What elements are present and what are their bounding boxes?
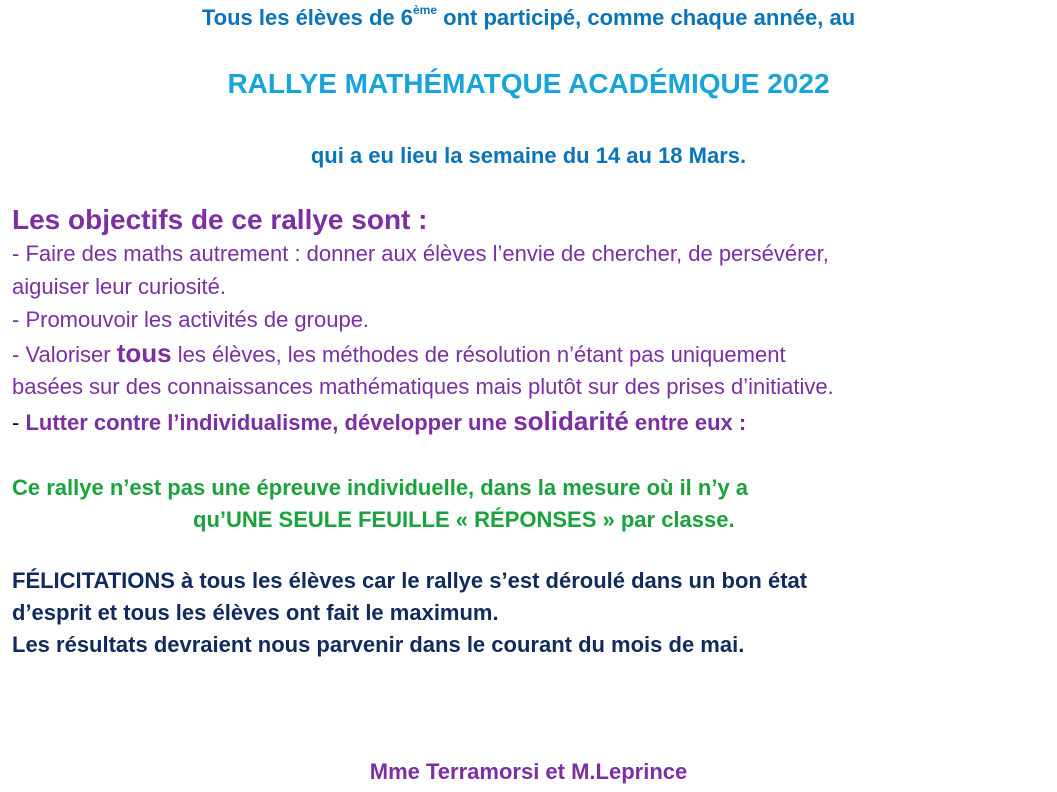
- objective-4: [12, 406, 746, 437]
- congrats-line-1: FÉLICITATIONS à tous les élèves car le rallye s’est déroulé dans un bon état: [12, 568, 808, 593]
- intro-line: [0, 5, 1057, 31]
- congrats-line-2: d’esprit et tous les élèves ont fait le maximum.: [12, 600, 499, 625]
- intro-text-1: Tous les élèves de 6: [201, 5, 413, 30]
- objective-3-line-1: [12, 338, 786, 369]
- signature: Mme Terramorsi et M.Leprince: [369, 759, 688, 784]
- objective-4-dash: -: [12, 410, 26, 435]
- objectives-heading: Les objectifs de ce rallye sont :: [12, 204, 428, 235]
- date-line: qui a eu lieu la semaine du 14 au 18 Mars.: [310, 143, 747, 168]
- objective-1-line-1: - Faire des maths autrement : donner aux élèves l’envie de chercher, de persévérer,: [12, 241, 829, 266]
- green-note-line-1: Ce rallye n’est pas une épreuve individuelle, dans la mesure où il n’y a: [12, 475, 749, 500]
- objective-3-emphasis: tous: [116, 338, 172, 368]
- objective-4-end: entre eux :: [628, 410, 747, 435]
- objective-4-emphasis: solidarité: [513, 406, 629, 436]
- green-note-line-2: qu’UNE SEULE FEUILLE « RÉPONSES » par classe.: [193, 507, 735, 532]
- intro-text-2: ont participé, comme chaque année, au: [437, 5, 856, 30]
- objective-3-suffix: les élèves, les méthodes de résolution n’étant pas uniquement: [171, 342, 786, 367]
- rally-title: RALLYE MATHÉMATQUE ACADÉMIQUE 2022: [227, 68, 830, 99]
- objective-1-line-2: aiguiser leur curiosité.: [12, 274, 226, 299]
- congrats-line-3: Les résultats devraient nous parvenir dans le courant du mois de mai.: [12, 632, 745, 657]
- objective-4-text: Lutter contre l’individualisme, développer une: [25, 410, 514, 435]
- objective-2: - Promouvoir les activités de groupe.: [12, 307, 370, 332]
- objective-3-prefix: - Valoriser: [12, 342, 117, 367]
- objective-3-line-2: basées sur des connaissances mathématiques mais plutôt sur des prises d’initiative.: [12, 374, 834, 399]
- intro-superscript: ème: [413, 3, 438, 17]
